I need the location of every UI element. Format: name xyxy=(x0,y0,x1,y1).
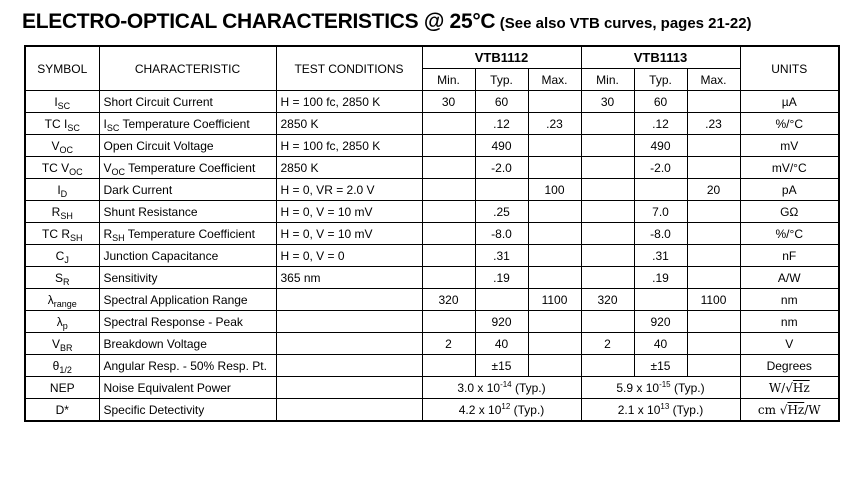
cell-vtb1112-max xyxy=(528,267,581,289)
cell-vtb1112-nep: 3.0 x $10^{-14}$ (Typ.) xyxy=(422,377,581,399)
header-group-vtb1113: VTB1113 xyxy=(581,46,740,69)
cell-vtb1113-min xyxy=(581,267,634,289)
cell-vtb1113-min xyxy=(581,157,634,179)
cell-vtb1113-typ: .31 xyxy=(634,245,687,267)
cell-vtb1113-max xyxy=(687,355,740,377)
cell-vtb1113-typ: -2.0 xyxy=(634,157,687,179)
cell-vtb1112-typ: 490 xyxy=(475,135,528,157)
electro-optical-table xyxy=(24,45,840,422)
cell-vtb1112-max xyxy=(528,201,581,223)
cell-vtb1113-typ: .19 xyxy=(634,267,687,289)
cell-vtb1113-min: 30 xyxy=(581,91,634,113)
cell-vtb1112-max xyxy=(528,333,581,355)
cell-test-conditions: H = 0, V = 10 mV xyxy=(276,201,422,223)
cell-vtb1112-typ: -2.0 xyxy=(475,157,528,179)
cell-vtb1112-min: 2 xyxy=(422,333,475,355)
cell-vtb1112-typ: .31 xyxy=(475,245,528,267)
cell-vtb1113-min xyxy=(581,223,634,245)
cell-characteristic: Junction Capacitance xyxy=(99,245,276,267)
cell-symbol: $I_D$ xyxy=(25,179,99,201)
cell-vtb1113-nep: 5.9 x $10^{-15}$ (Typ.) xyxy=(581,377,740,399)
table-row xyxy=(25,289,839,311)
cell-characteristic: Spectral Application Range xyxy=(99,289,276,311)
cell-units: nm xyxy=(740,311,839,333)
cell-symbol: $V_{BR}$ xyxy=(25,333,99,355)
cell-vtb1112-typ: 40 xyxy=(475,333,528,355)
cell-vtb1112-max: .23 xyxy=(528,113,581,135)
cell-vtb1113-max xyxy=(687,311,740,333)
cell-test-conditions xyxy=(276,377,422,399)
cell-vtb1113-max xyxy=(687,135,740,157)
cell-vtb1113-typ: .12 xyxy=(634,113,687,135)
cell-vtb1112-max xyxy=(528,157,581,179)
cell-vtb1113-typ: 490 xyxy=(634,135,687,157)
table-row xyxy=(25,355,839,377)
table-row xyxy=(25,311,839,333)
cell-characteristic: Spectral Response - Peak xyxy=(99,311,276,333)
cell-vtb1113-typ xyxy=(634,289,687,311)
cell-vtb1112-min xyxy=(422,157,475,179)
cell-characteristic: $V_{OC}$ Temperature Coefficient xyxy=(99,157,276,179)
cell-units: mV xyxy=(740,135,839,157)
cell-vtb1112-typ: .12 xyxy=(475,113,528,135)
title-main: ELECTRO-OPTICAL CHARACTERISTICS @ 25°C xyxy=(22,10,496,33)
cell-test-conditions: 2850 K xyxy=(276,157,422,179)
cell-vtb1113-typ xyxy=(634,179,687,201)
cell-vtb1112-min xyxy=(422,355,475,377)
cell-test-conditions: 2850 K xyxy=(276,113,422,135)
cell-symbol: $I_{SC}$ xyxy=(25,91,99,113)
table-row-nep xyxy=(25,377,839,399)
table-row xyxy=(25,245,839,267)
cell-vtb1112-min: 320 xyxy=(422,289,475,311)
cell-test-conditions xyxy=(276,333,422,355)
cell-characteristic: Breakdown Voltage xyxy=(99,333,276,355)
cell-vtb1112-max xyxy=(528,223,581,245)
cell-units: nm xyxy=(740,289,839,311)
cell-vtb1113-typ: ±15 xyxy=(634,355,687,377)
cell-units: %/°C xyxy=(740,223,839,245)
table-row xyxy=(25,267,839,289)
table-row xyxy=(25,135,839,157)
cell-test-conditions: H = 100 fc, 2850 K xyxy=(276,91,422,113)
cell-characteristic: Angular Resp. - 50% Resp. Pt. xyxy=(99,355,276,377)
header-typ: Typ. xyxy=(475,69,528,91)
cell-test-conditions xyxy=(276,399,422,422)
cell-vtb1112-max xyxy=(528,135,581,157)
cell-symbol: $\lambda_{range}$ xyxy=(25,289,99,311)
table-row xyxy=(25,333,839,355)
cell-vtb1113-min xyxy=(581,355,634,377)
cell-symbol: D* xyxy=(25,399,99,422)
cell-vtb1112-typ xyxy=(475,289,528,311)
cell-vtb1112-min xyxy=(422,201,475,223)
cell-vtb1113-max: 1100 xyxy=(687,289,740,311)
cell-vtb1112-max xyxy=(528,355,581,377)
cell-units: V xyxy=(740,333,839,355)
cell-vtb1113-min xyxy=(581,113,634,135)
header-max: Max. xyxy=(528,69,581,91)
page-title xyxy=(22,10,752,34)
cell-vtb1112-dstar: 4.2 x $10^{12}$ (Typ.) xyxy=(422,399,581,422)
cell-vtb1113-max xyxy=(687,157,740,179)
cell-characteristic: Open Circuit Voltage xyxy=(99,135,276,157)
cell-vtb1113-typ: 60 xyxy=(634,91,687,113)
header-max: Max. xyxy=(687,69,740,91)
header-row-top xyxy=(25,46,839,69)
cell-vtb1112-typ: .25 xyxy=(475,201,528,223)
table-row xyxy=(25,179,839,201)
cell-test-conditions xyxy=(276,289,422,311)
cell-units: nF xyxy=(740,245,839,267)
cell-vtb1112-min xyxy=(422,113,475,135)
cell-symbol: $\lambda_p$ xyxy=(25,311,99,333)
header-min: Min. xyxy=(581,69,634,91)
cell-units: GΩ xyxy=(740,201,839,223)
cell-units: Degrees xyxy=(740,355,839,377)
cell-units: mV/°C xyxy=(740,157,839,179)
cell-characteristic: Noise Equivalent Power xyxy=(99,377,276,399)
cell-test-conditions: H = 0, VR = 2.0 V xyxy=(276,179,422,201)
cell-vtb1112-max: 100 xyxy=(528,179,581,201)
cell-test-conditions: H = 0, V = 0 xyxy=(276,245,422,267)
cell-vtb1112-max xyxy=(528,91,581,113)
cell-vtb1112-max xyxy=(528,311,581,333)
cell-units: µA xyxy=(740,91,839,113)
cell-vtb1112-min xyxy=(422,267,475,289)
cell-vtb1113-max xyxy=(687,333,740,355)
cell-characteristic: $I_{SC}$ Temperature Coefficient xyxy=(99,113,276,135)
cell-characteristic: Shunt Resistance xyxy=(99,201,276,223)
cell-vtb1113-max xyxy=(687,91,740,113)
cell-test-conditions: H = 0, V = 10 mV xyxy=(276,223,422,245)
cell-vtb1112-min xyxy=(422,135,475,157)
cell-vtb1112-typ: 920 xyxy=(475,311,528,333)
cell-characteristic: Sensitivity xyxy=(99,267,276,289)
cell-characteristic: Short Circuit Current xyxy=(99,91,276,113)
cell-vtb1113-min xyxy=(581,311,634,333)
cell-vtb1112-typ: -8.0 xyxy=(475,223,528,245)
cell-vtb1112-max xyxy=(528,245,581,267)
cell-vtb1112-min xyxy=(422,179,475,201)
cell-test-conditions xyxy=(276,355,422,377)
table-row xyxy=(25,223,839,245)
cell-vtb1112-typ: .19 xyxy=(475,267,528,289)
cell-vtb1113-min: 2 xyxy=(581,333,634,355)
cell-vtb1113-typ: 40 xyxy=(634,333,687,355)
cell-characteristic: $R_{SH}$ Temperature Coefficient xyxy=(99,223,276,245)
header-group-vtb1112: VTB1112 xyxy=(422,46,581,69)
table-row xyxy=(25,157,839,179)
header-symbol: SYMBOL xyxy=(25,46,99,91)
cell-units: pA xyxy=(740,179,839,201)
cell-symbol: TC $R_{SH}$ xyxy=(25,223,99,245)
table-row xyxy=(25,201,839,223)
cell-vtb1112-max: 1100 xyxy=(528,289,581,311)
cell-vtb1113-typ: 920 xyxy=(634,311,687,333)
header-typ: Typ. xyxy=(634,69,687,91)
cell-vtb1112-typ: ±15 xyxy=(475,355,528,377)
cell-vtb1113-max xyxy=(687,201,740,223)
cell-vtb1112-min: 30 xyxy=(422,91,475,113)
header-min: Min. xyxy=(422,69,475,91)
cell-test-conditions xyxy=(276,311,422,333)
cell-vtb1112-min xyxy=(422,245,475,267)
cell-test-conditions: H = 100 fc, 2850 K xyxy=(276,135,422,157)
cell-vtb1113-dstar: 2.1 x $10^{13}$ (Typ.) xyxy=(581,399,740,422)
cell-symbol: NEP xyxy=(25,377,99,399)
table-body-footer xyxy=(25,377,839,422)
table-row xyxy=(25,91,839,113)
cell-vtb1113-typ: 7.0 xyxy=(634,201,687,223)
cell-characteristic: Specific Detectivity xyxy=(99,399,276,422)
cell-vtb1113-min: 320 xyxy=(581,289,634,311)
header-characteristic: CHARACTERISTIC xyxy=(99,46,276,91)
cell-vtb1113-max xyxy=(687,223,740,245)
cell-symbol: $C_J$ xyxy=(25,245,99,267)
cell-vtb1113-min xyxy=(581,245,634,267)
title-subtitle: (See also VTB curves, pages 21-22) xyxy=(499,15,752,32)
cell-vtb1113-max xyxy=(687,245,740,267)
header-test-conditions: TEST CONDITIONS xyxy=(276,46,422,91)
cell-symbol: $R_{SH}$ xyxy=(25,201,99,223)
table-row-dstar xyxy=(25,399,839,422)
cell-vtb1113-min xyxy=(581,135,634,157)
cell-vtb1113-max: 20 xyxy=(687,179,740,201)
cell-units-nep: W/√Hz xyxy=(740,377,839,399)
cell-vtb1112-min xyxy=(422,223,475,245)
cell-vtb1112-min xyxy=(422,311,475,333)
cell-vtb1113-max: .23 xyxy=(687,113,740,135)
cell-units-dstar: cm √Hz/W xyxy=(740,399,839,422)
cell-vtb1112-typ xyxy=(475,179,528,201)
cell-vtb1113-max xyxy=(687,267,740,289)
cell-vtb1113-min xyxy=(581,179,634,201)
cell-symbol: TC $I_{SC}$ xyxy=(25,113,99,135)
table-row xyxy=(25,113,839,135)
cell-symbol: $S_R$ xyxy=(25,267,99,289)
cell-vtb1113-min xyxy=(581,201,634,223)
cell-symbol: $\theta_{1/2}$ xyxy=(25,355,99,377)
cell-symbol: $V_{OC}$ xyxy=(25,135,99,157)
cell-vtb1113-typ: -8.0 xyxy=(634,223,687,245)
table-body xyxy=(25,91,839,377)
cell-test-conditions: 365 nm xyxy=(276,267,422,289)
header-units: UNITS xyxy=(740,46,839,91)
cell-units: %/°C xyxy=(740,113,839,135)
cell-vtb1112-typ: 60 xyxy=(475,91,528,113)
cell-characteristic: Dark Current xyxy=(99,179,276,201)
cell-symbol: TC $V_{OC}$ xyxy=(25,157,99,179)
cell-units: A/W xyxy=(740,267,839,289)
